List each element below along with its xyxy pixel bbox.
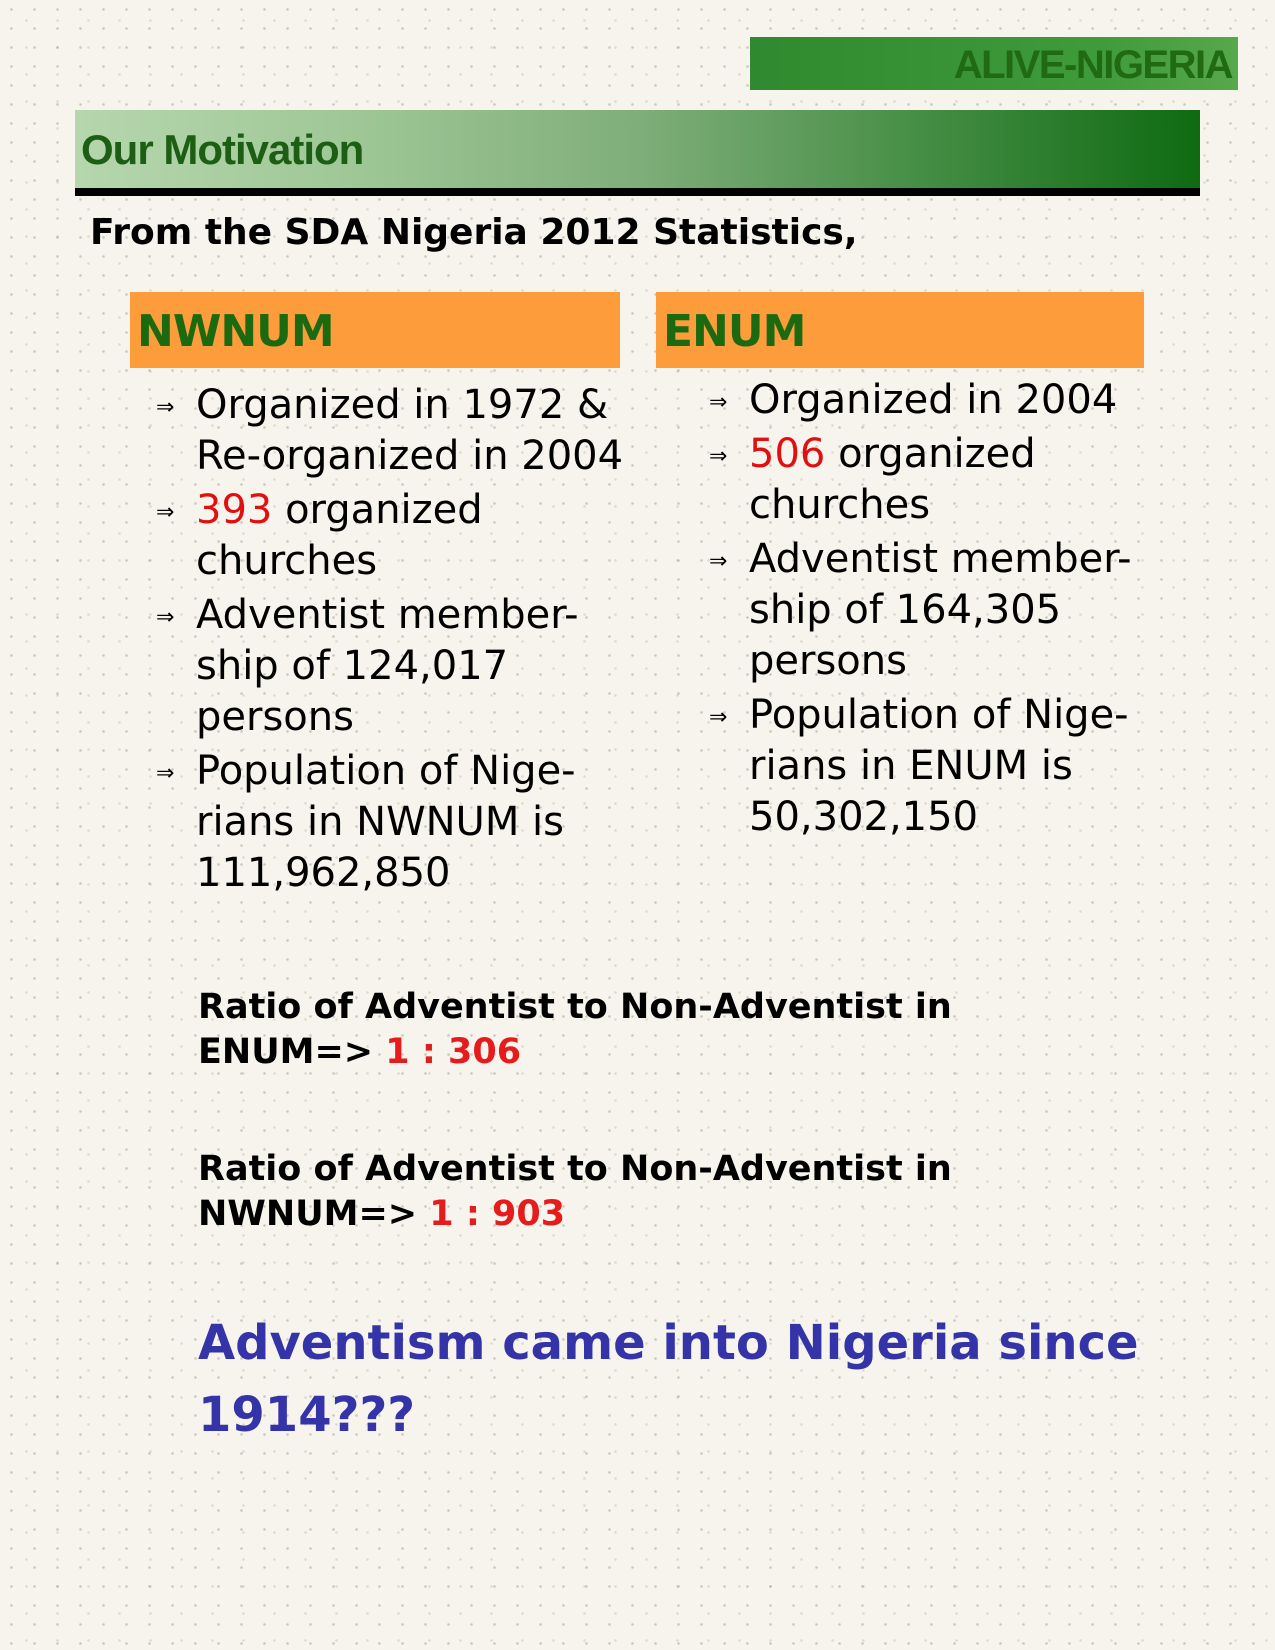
double-arrow-right-icon: ⇒ (156, 500, 175, 525)
ratio-result (198, 1030, 952, 1075)
ratio-enum (198, 985, 952, 1075)
list-item (683, 429, 1173, 531)
brand-name: ALIVE-NIGERIA (953, 43, 1232, 87)
list-item-text: Population of Nige-rians in NWNUM is 111,962,850 (196, 748, 576, 896)
enum-heading (656, 292, 1144, 368)
list-item-text: Organized in 2004 (749, 377, 1118, 423)
ratio-line: Ratio of Adventist to Non-Adventist in (198, 1149, 952, 1189)
double-arrow-right-icon: ⇒ (156, 605, 175, 630)
list-item (130, 485, 630, 587)
list-item-text (196, 485, 630, 587)
double-arrow-right-icon: ⇒ (709, 390, 728, 415)
title-bar (75, 110, 1200, 188)
double-arrow-right-icon: ⇒ (709, 549, 728, 574)
highlight-number: 506 (749, 431, 826, 477)
list-item-text: Organized in 1972 & Re-organized in 2004 (196, 382, 624, 479)
list-item-text: Adventist member-ship of 164,305 persons (749, 536, 1132, 684)
list-item-rest: organized churches (196, 487, 483, 584)
double-arrow-right-icon: ⇒ (156, 395, 175, 420)
ratio-label: ENUM=> (198, 1032, 386, 1072)
ratio-value: 1 : 903 (429, 1194, 566, 1234)
double-arrow-right-icon: ⇒ (709, 444, 728, 469)
list-item (130, 380, 630, 482)
page-title: Our Motivation (81, 126, 364, 173)
list-item (130, 590, 630, 743)
list-item (683, 534, 1173, 687)
list-item (130, 746, 630, 899)
list-item-text (749, 429, 1173, 531)
list-item-rest: organized churches (749, 431, 1036, 528)
highlight-number: 393 (196, 487, 273, 533)
enum-heading-label: ENUM (663, 306, 806, 357)
ratio-label: NWNUM=> (198, 1194, 430, 1234)
title-divider (75, 188, 1200, 196)
enum-list (683, 375, 1173, 843)
nwnum-heading (130, 292, 620, 368)
nwnum-heading-label: NWNUM (137, 306, 334, 357)
double-arrow-right-icon: ⇒ (156, 761, 175, 786)
closing-statement: Adventism came into Nigeria since 1914??? (198, 1315, 1139, 1443)
nwnum-list (130, 380, 630, 899)
list-item (683, 375, 1173, 426)
brand-banner (750, 37, 1238, 90)
double-arrow-right-icon: ⇒ (709, 705, 728, 730)
list-item (683, 690, 1173, 843)
ratio-line: Ratio of Adventist to Non-Adventist in (198, 987, 952, 1027)
list-item-text: Population of Nige-rians in ENUM is 50,302,150 (749, 692, 1129, 840)
intro-text: From the SDA Nigeria 2012 Statistics, (90, 212, 858, 253)
ratio-nwnum (198, 1147, 952, 1237)
ratio-result (198, 1192, 952, 1237)
ratio-value: 1 : 306 (385, 1032, 522, 1072)
list-item-text: Adventist member-ship of 124,017 persons (196, 592, 579, 740)
